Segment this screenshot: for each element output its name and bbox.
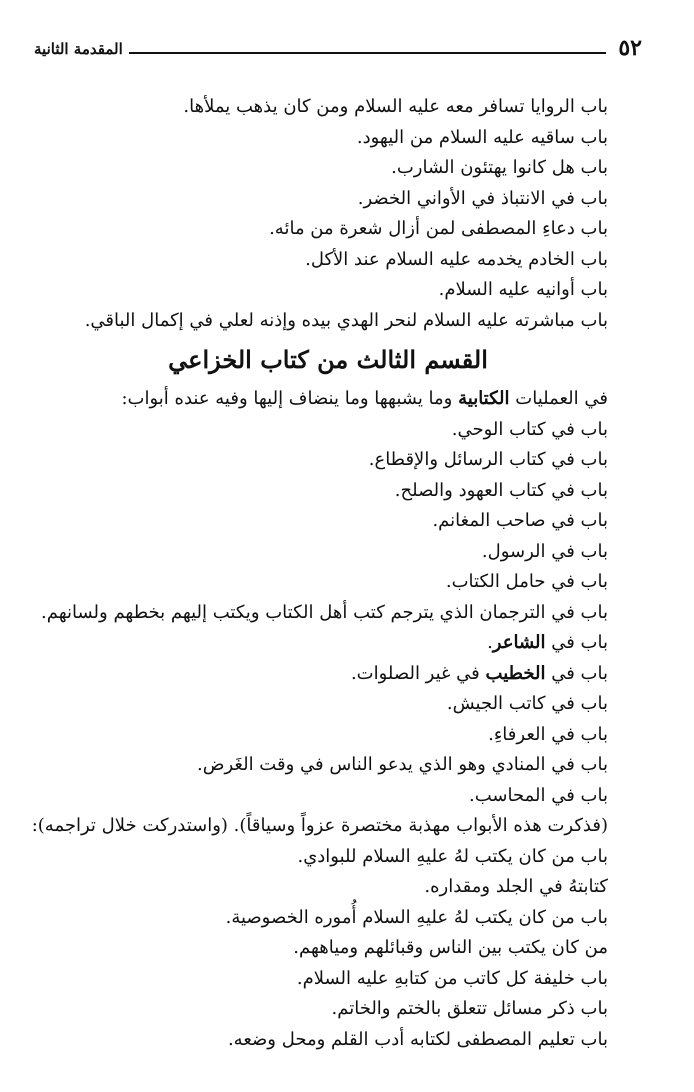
text-line: كتابتهُ في الجلد ومقداره. [424, 876, 608, 897]
orator-text-after: في غير الصلوات. [350, 662, 486, 684]
text-line: باب في كتاب الوحي. [451, 418, 608, 440]
text-line: باب في الانتباذ في الأواني الخضر. [357, 187, 608, 209]
poet-line [48, 628, 608, 659]
text-line: باب في الترجمان الذي يترجم كتب أهل الكتاب ويكتب إليهم بخطهم ولسانهم. [41, 601, 608, 623]
orator-text-before: باب في [545, 662, 608, 684]
text-line: باب الخادم يخدمه عليه السلام عند الأكل. [305, 248, 608, 270]
running-title: المقدمة الثانية [34, 40, 123, 58]
intro-bold-term: الكتابية [458, 388, 510, 409]
text-line: باب في المنادي وهو الذي يدعو الناس في وقت الغَرض. [197, 754, 608, 775]
text-line: (فذكرت هذه الأبواب مهذبة مختصرة عزواً وسياقاً). (واستدركت خلال تراجمه): [31, 815, 608, 836]
intro-text-before: في العمليات [509, 388, 608, 409]
text-line: من كان يكتب بين الناس وقبائلهم ومياههم. [293, 937, 608, 958]
text-line: باب تعليم المصطفى لكتابه أدب القلم ومحل وضعه. [227, 1028, 608, 1050]
text-line: باب أوانيه عليه السلام. [438, 279, 608, 300]
text-line: باب في كاتب الجيش. [446, 693, 608, 714]
text-line: باب في الرسول. [481, 540, 608, 562]
text-line: باب في حامل الكتاب. [445, 571, 608, 592]
page-number: ٥٢ [618, 35, 642, 61]
text-line: باب دعاءِ المصطفى لمن أزال شعرة من مائه. [269, 218, 608, 239]
orator-line [48, 659, 608, 690]
page-header [34, 30, 642, 60]
text-line: باب الروايا تسافر معه عليه السلام ومن كان يذهب يملأها. [183, 96, 608, 117]
text-line: باب من كان يكتب لهُ عليهِ السلام للبوادي. [297, 845, 608, 867]
poet-text-after: . [487, 632, 493, 653]
text-line: باب في العرفاءِ. [488, 723, 608, 745]
text-line: باب في كتاب الرسائل والإقطاع. [368, 449, 608, 470]
intro-text-after: وما يشبهها وما ينضاف إليها وفيه عنده أبواب: [121, 388, 459, 409]
text-line: باب في صاحب المغانم. [432, 510, 608, 531]
poet-bold-term: الشاعر [492, 632, 546, 653]
text-line: باب ذكر مسائل تتعلق بالختم والخاتم. [331, 998, 608, 1019]
text-line: باب مباشرته عليه السلام لنحر الهدي بيده وإذنه لعلي في إكمال الباقي. [84, 309, 608, 331]
intro-line [48, 384, 608, 415]
text-line: باب في المحاسب. [469, 784, 608, 806]
text-line: باب من كان يكتب لهُ عليهِ السلام أُموره الخصوصية. [225, 906, 608, 928]
poet-text-before: باب في [545, 632, 608, 653]
orator-bold-term: الخطيب [485, 662, 546, 684]
text-line: باب ساقيه عليه السلام من اليهود. [356, 126, 608, 148]
text-line: باب في كتاب العهود والصلح. [394, 479, 608, 501]
text-line: باب هل كانوا يهتئون الشارب. [391, 157, 608, 178]
section-title: القسم الثالث من كتاب الخزاعي [168, 345, 488, 374]
page-body [31, 92, 608, 1055]
header-rule [129, 52, 607, 54]
text-line: باب خليفة كل كاتب من كتابهِ عليه السلام. [296, 967, 608, 989]
